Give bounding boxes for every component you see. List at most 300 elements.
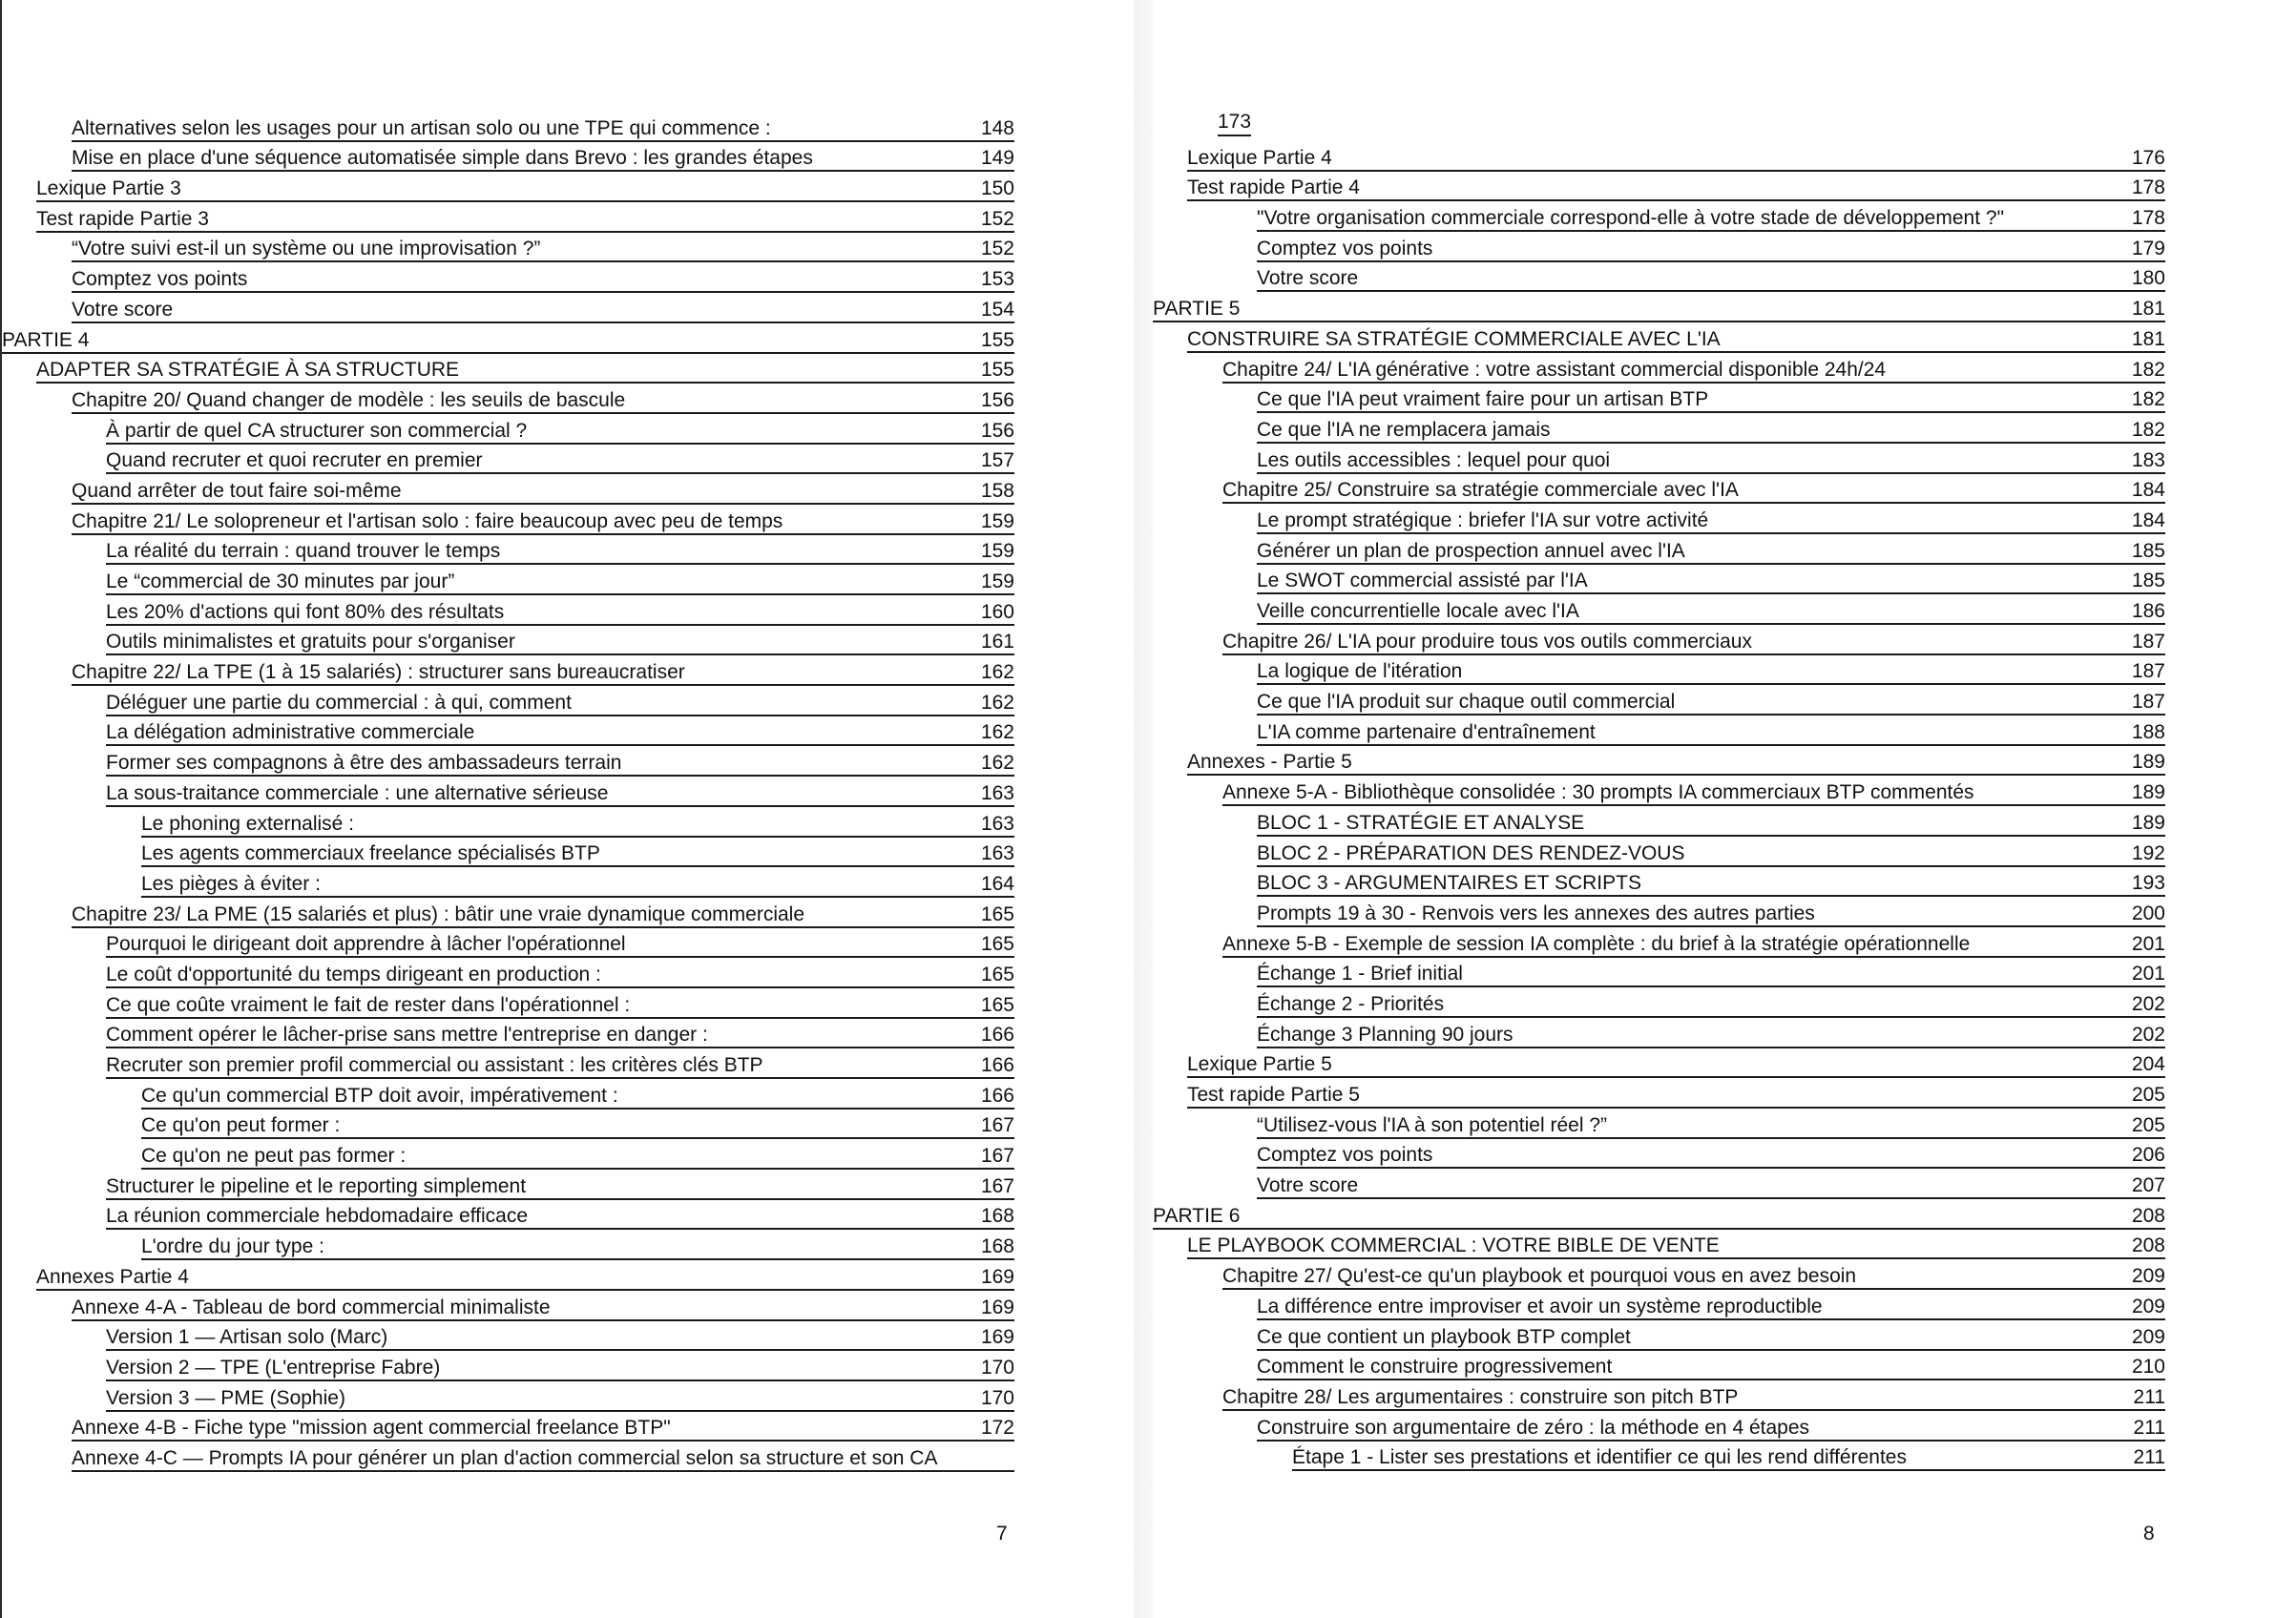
toc-entry-page-number: 156 [980,388,1014,411]
toc-entry-underline [1257,1379,2165,1380]
toc-entry[interactable] [2,657,1014,688]
toc-entry-title: Ce que l'IA produit sur chaque outil commercial [1257,691,1676,714]
toc-entry[interactable] [2,1414,1014,1444]
toc-entry[interactable] [1153,808,2165,839]
toc-entry-underline [36,1289,1014,1291]
toc-entry-title: Lexique Partie 3 [36,177,181,200]
toc-entry-underline [1257,1137,2165,1139]
toc-entry-title: Quand arrêter de tout faire soi-même [72,479,402,502]
toc-entry-page-number: 201 [2131,963,2165,985]
toc-entry[interactable] [1153,960,2165,990]
toc-entry-underline [1187,1076,2165,1078]
toc-entry[interactable] [1153,324,2165,355]
toc-entry-page-number: 187 [2131,660,2165,683]
toc-entry[interactable] [1153,415,2165,446]
toc-entry[interactable] [2,114,1014,144]
toc-entry-underline [72,291,1014,293]
toc-entry-underline [141,1137,1014,1139]
toc-entry-title: La logique de l'itération [1257,660,1463,683]
toc-entry-underline [1222,804,2165,806]
toc-entry[interactable] [2,144,1014,175]
toc-entry[interactable] [1153,1261,2165,1292]
toc-entry[interactable] [1153,1382,2165,1413]
toc-entry-page-number: 189 [2131,811,2165,834]
toc-entry-underline [1257,714,2165,716]
toc-entry-underline [1257,532,2165,534]
toc-entry[interactable] [1153,989,2165,1020]
toc-entry[interactable] [2,1141,1014,1172]
toc-entry-underline [1187,199,2165,201]
toc-entry-title: CONSTRUIRE SA STRATÉGIE COMMERCIALE AVEC L'IA [1187,327,1721,350]
toc-entry[interactable] [1153,1292,2165,1322]
toc-entry-underline [1257,744,2165,746]
toc-entry-underline [106,593,1014,595]
toc-entry-title: À partir de quel CA structurer son commercial ? [106,419,528,442]
toc-entry[interactable] [2,1202,1014,1233]
toc-entry-page-number: 157 [980,449,1014,472]
toc-entry-page-number: 159 [980,509,1014,532]
toc-entry-underline [1257,895,2165,897]
toc-entry-page-number: 152 [980,207,1014,230]
toc-entry-page-number: 150 [980,177,1014,200]
toc-entry[interactable] [2,385,1014,416]
toc-entry-title: Le coût d'opportunité du temps dirigeant en production : [106,963,601,985]
toc-entry-title: Déléguer une partie du commercial : à qui, comment [106,691,572,714]
toc-entry-underline [106,1077,1014,1079]
toc-entry-page-number: 210 [2131,1356,2165,1379]
toc-entry-title: Annexes - Partie 5 [1187,751,1352,774]
toc-entry-underline [72,1319,1014,1321]
toc-entry[interactable] [2,1111,1014,1142]
toc-entry[interactable] [2,1383,1014,1414]
toc-entry[interactable] [1153,748,2165,778]
toc-entry-page-number: 189 [2131,751,2165,774]
toc-entry-title: Pourquoi le dirigeant doit apprendre à lâcher l'opérationnel [106,933,626,956]
toc-entry[interactable] [2,356,1014,386]
toc-entry-underline [106,1410,1014,1412]
toc-entry[interactable] [1153,536,2165,567]
toc-entry-page-number: 185 [2131,570,2165,592]
toc-entry-page-number: 206 [2131,1144,2165,1167]
toc-entry-page-number: 182 [2131,358,2165,381]
page-number: 7 [996,1523,1008,1545]
toc-entry[interactable] [2,507,1014,537]
toc-entry-title: Construire son argumentaire de zéro : la méthode en 4 étapes [1257,1416,1810,1439]
toc-entry-page-number: 159 [980,540,1014,563]
toc-entry-underline [1187,774,2165,776]
toc-entry[interactable] [1153,143,2165,174]
toc-entry-title: L'ordre du jour type : [141,1235,324,1258]
toc-entry-title: Ce que contient un playbook BTP complet [1257,1325,1631,1348]
toc-entry-title: Chapitre 21/ Le solopreneur et l'artisan solo : faire beaucoup avec peu de temps [72,509,783,532]
toc-entry[interactable] [2,476,1014,507]
toc-entry[interactable] [2,840,1014,870]
toc-entry-title: Quand recruter et quoi recruter en premier [106,449,483,472]
toc-entry-title: BLOC 3 - ARGUMENTAIRES ET SCRIPTS [1257,872,1641,895]
toc-entry-underline [1257,1047,2165,1048]
toc-entry-underline [1257,865,2165,867]
toc-entry-title: Chapitre 28/ Les argumentaires : construire son pitch BTP [1222,1385,1739,1408]
toc-entry[interactable] [2,778,1014,809]
toc-entry-underline [1257,442,2165,444]
toc-entry-page-number: 178 [2131,207,2165,230]
toc-entry-page-number: 204 [2131,1053,2165,1076]
toc-entry-underline [1153,1228,2165,1230]
toc-entry-title: Les pièges à éviter : [141,872,321,895]
toc-entry[interactable] [2,628,1014,658]
toc-entry-underline [1257,411,2165,413]
toc-entry-page-number: 166 [980,1084,1014,1107]
toc-entry-underline [72,412,1014,414]
toc-entry[interactable] [2,204,1014,235]
toc-entry[interactable] [2,295,1014,325]
toc-entry-title: Chapitre 27/ Qu'est-ce qu'un playbook et pourquoi vous en avez besoin [1222,1265,1857,1288]
toc-entry-title: Votre score [1257,1174,1359,1197]
toc-entry[interactable] [1153,476,2165,507]
toc-entry-underline [1257,925,2165,927]
toc-entry-underline [106,1047,1014,1048]
toc-entry-title: Chapitre 25/ Construire sa stratégie commerciale avec l'IA [1222,479,1739,502]
toc-entry-page-number: 200 [2131,902,2165,924]
toc-entry-underline [72,140,1014,142]
toc-entry-underline [72,684,1014,686]
toc-entry-title: Chapitre 23/ La PME (15 salariés et plus) : bâtir une vraie dynamique commerciale [72,902,805,925]
toc-entry[interactable] [1153,657,2165,688]
toc-entry-title: Structurer le pipeline et le reporting simplement [106,1174,527,1197]
toc-entry[interactable] [1153,355,2165,385]
toc-entry[interactable] [2,1081,1014,1111]
toc-entry-title: Le phoning externalisé : [141,812,354,835]
toc-entry-title: Prompts 19 à 30 - Renvois vers les annexes des autres parties [1257,902,1815,924]
toc-entry-title: Ce que l'IA peut vraiment faire pour un artisan BTP [1257,388,1709,411]
toc-entry-title: Ce que l'IA ne remplacera jamais [1257,418,1551,441]
toc-entry-page-number: 155 [980,359,1014,382]
toc-entry-underline [106,1228,1014,1230]
toc-entry-page-number: 168 [980,1235,1014,1258]
toc-entry-page-number: 162 [980,752,1014,775]
toc-entry-page-number: 152 [980,238,1014,260]
toc-entry-underline [1222,653,2165,655]
toc-entry-title: Annexe 4-C — Prompts IA pour générer un plan d'action commercial selon sa structure et son CA [72,1446,938,1469]
toc-entry-page-number: 185 [2131,539,2165,562]
toc-entry-page-number: 205 [2131,1113,2165,1136]
toc-entry[interactable] [2,1172,1014,1202]
toc-entry-underline [106,472,1014,474]
toc-entry-page-number: 202 [2131,992,2165,1015]
toc-entry-page-number: 182 [2131,418,2165,441]
toc-entry[interactable] [2,597,1014,628]
toc-entry-page-number: 193 [2131,872,2165,895]
toc-entry-underline [106,805,1014,807]
toc-entry[interactable] [1153,385,2165,416]
toc-entry-page-number: 163 [980,812,1014,835]
toc-entry-page-number: 169 [980,1296,1014,1318]
toc-entry[interactable] [1153,1050,2165,1081]
toc-entry[interactable] [2,174,1014,204]
toc-entry-page-number: 155 [980,328,1014,351]
toc-entry-title: Ce que coûte vraiment le fait de rester dans l'opérationnel : [106,993,631,1016]
toc-entry-page-number: 163 [980,842,1014,865]
toc-entry-title: La sous-traitance commerciale : une alternative sérieuse [106,781,609,804]
toc-entry-page-number: 186 [2131,600,2165,622]
toc-entry-title: Votre score [1257,267,1359,290]
toc-entry-page-number: 156 [980,419,1014,442]
toc-entry-underline [36,200,1014,202]
toc-entry-underline [141,836,1014,838]
toc-entry[interactable] [1153,869,2165,900]
toc-entry[interactable] [1153,596,2165,627]
toc-entry[interactable] [2,446,1014,477]
toc-entry-underline [106,1379,1014,1381]
toc-entry-title: Chapitre 26/ L'IA pour produire tous vos outils commerciaux [1222,630,1752,653]
toc-entry-title: Annexe 5-A - Bibliothèque consolidée : 30 prompts IA commerciaux BTP commentés [1222,781,1974,804]
toc-entry[interactable] [1153,627,2165,657]
toc-entry-page-number: 170 [980,1386,1014,1409]
toc-entry-title: BLOC 1 - STRATÉGIE ET ANALYSE [1257,811,1585,834]
toc-entry[interactable] [1153,1232,2165,1262]
page-number: 8 [2143,1523,2155,1545]
toc-entry-title: Ce qu'un commercial BTP doit avoir, impérativement : [141,1084,618,1107]
toc-entry-underline [1222,502,2165,504]
toc-entry-title: Échange 2 - Priorités [1257,992,1445,1015]
toc-entry-title: ADAPTER SA STRATÉGIE À SA STRUCTURE [36,359,460,382]
toc-entry-page-number: 181 [2131,298,2165,321]
toc-entry-underline [1257,1349,2165,1351]
toc-entry-page-number: 158 [980,479,1014,502]
toc-entry-page-number: 211 [2133,1385,2165,1408]
toc-entry-underline [1187,1257,2165,1259]
toc-entry-page-number: 179 [2131,237,2165,259]
toc-entry-underline [1257,1318,2165,1320]
toc-entry[interactable] [1153,839,2165,869]
toc-entry[interactable] [2,960,1014,990]
toc-entry[interactable] [1153,506,2165,536]
toc-entry[interactable] [1153,264,2165,295]
toc-entry-page-number: 160 [980,600,1014,623]
toc-entry-title: Version 2 — TPE (L'entreprise Fabre) [106,1356,441,1379]
toc-entry-title: Échange 3 Planning 90 jours [1257,1023,1513,1046]
toc-entry-underline [1257,835,2165,837]
toc-entry-underline [72,1440,1014,1442]
toc-entry-page-number: 207 [2131,1174,2165,1197]
toc-entry[interactable] [2,1050,1014,1081]
toc-entry[interactable] [2,235,1014,265]
toc-entry-title: Comptez vos points [72,268,248,291]
toc-entry-page-number: 208 [2131,1234,2165,1257]
toc-entry[interactable] [2,1323,1014,1354]
toc-entry[interactable] [1153,1020,2165,1050]
toc-entry-title: Échange 1 - Brief initial [1257,963,1463,985]
toc-entry-underline [1187,351,2165,353]
toc-entry[interactable] [1153,567,2165,597]
toc-entry-underline [1257,563,2165,565]
toc-entry-title: PARTIE 6 [1153,1204,1241,1227]
toc-entry-page-number: 208 [2131,1204,2165,1227]
toc-entry-title: Le prompt stratégique : briefer l'IA sur votre activité [1257,508,1709,531]
toc-entry-underline [1222,1409,2165,1411]
toc-entry-page-number: 209 [2131,1265,2165,1288]
toc-entry-page-number: 211 [2133,1416,2165,1439]
toc-entry-page-number: 162 [980,661,1014,684]
toc-entry-page-number: 172 [980,1417,1014,1440]
toc-entry-title: Test rapide Partie 5 [1187,1084,1360,1106]
toc-entry[interactable] [1153,687,2165,717]
toc-entry-underline [106,1017,1014,1019]
toc-entry-title: La différence entre improviser et avoir un système reproductible [1257,1295,1823,1317]
toc-entry-underline [2,352,1014,354]
toc-entry-page-number: 209 [2131,1295,2165,1317]
toc-entry[interactable] [2,748,1014,778]
toc-entry[interactable] [1153,1141,2165,1172]
toc-entry[interactable] [1153,778,2165,808]
toc-entry[interactable] [2,1443,1014,1474]
toc-entry[interactable] [2,900,1014,930]
toc-entry-page-number: 163 [980,781,1014,804]
toc-entry[interactable] [1153,446,2165,476]
toc-entry-underline [1257,623,2165,625]
toc-entry-title: Générer un plan de prospection annuel avec l'IA [1257,539,1685,562]
toc-entry-page-number: 165 [980,963,1014,985]
toc-entry-underline [1257,592,2165,594]
toc-entry[interactable] [2,567,1014,597]
toc-entry[interactable] [2,1021,1014,1051]
toc-entry[interactable] [2,1262,1014,1293]
toc-entry-page-number: 168 [980,1205,1014,1228]
toc-entry-title: La réalité du terrain : quand trouver le temps [106,540,501,563]
toc-entry-page-number: 205 [2131,1084,2165,1106]
toc-entry-underline [72,503,1014,505]
toc-entry[interactable] [2,416,1014,446]
toc-entry[interactable] [2,1353,1014,1383]
toc-entry-underline [106,1198,1014,1200]
toc-entry-underline [106,956,1014,958]
toc-list-right [1153,143,2165,1473]
toc-entry[interactable] [1153,717,2165,748]
toc-entry-page-number: 167 [980,1145,1014,1168]
toc-entry[interactable] [1153,203,2165,234]
toc-entry[interactable] [1153,1201,2165,1232]
toc-entry-title: Test rapide Partie 3 [36,207,209,230]
toc-entry-page-number: 164 [980,872,1014,895]
toc-entry-title: Annexe 4-A - Tableau de bord commercial minimaliste [72,1296,551,1318]
toc-entry-title: Mise en place d'une séquence automatisée simple dans Brevo : les grandes étapes [72,147,813,170]
toc-entry-title: Comptez vos points [1257,1144,1433,1167]
toc-entry-title: Les outils accessibles : lequel pour quoi [1257,448,1611,471]
toc-entry-title: Ce qu'on peut former : [141,1114,341,1137]
toc-entry-underline [72,926,1014,928]
toc-entry[interactable] [1153,1322,2165,1353]
toc-entry-title: Lexique Partie 4 [1187,146,1332,169]
toc-entry-underline [1187,170,2165,172]
toc-entry[interactable] [2,718,1014,749]
toc-entry[interactable] [2,869,1014,900]
toc-entry[interactable] [1153,899,2165,929]
toc-entry-underline [106,715,1014,716]
toc-entry-title: Chapitre 20/ Quand changer de modèle : les seuils de bascule [72,388,626,411]
toc-entry-underline [1257,1016,2165,1018]
toc-entry[interactable] [2,688,1014,718]
toc-entry[interactable] [1153,1110,2165,1141]
toc-entry-underline [36,231,1014,233]
toc-entry[interactable] [2,1293,1014,1323]
toc-entry[interactable] [2,1232,1014,1262]
toc-entry[interactable] [1153,1080,2165,1110]
toc-entry[interactable] [1153,1413,2165,1443]
toc-entry[interactable] [1153,1171,2165,1201]
toc-entry[interactable] [1153,929,2165,960]
toc-entry-page-number: 187 [2131,630,2165,653]
toc-entry[interactable] [1153,234,2165,264]
toc-entry[interactable] [1153,174,2165,204]
toc-entry-title: Ce qu'on ne peut pas former : [141,1145,407,1168]
toc-entry-page-number: 183 [2131,448,2165,471]
toc-entry[interactable] [2,990,1014,1021]
toc-entry-title: Votre score [72,298,174,321]
toc-entry-underline [72,170,1014,172]
toc-entry-page-number: 149 [980,147,1014,170]
toc-entry-underline [1257,1197,2165,1199]
toc-entry-page-number: 182 [2131,388,2165,411]
toc-entry-underline [106,443,1014,445]
toc-entry-page-number: 166 [980,1054,1014,1076]
toc-entry[interactable] [2,537,1014,568]
toc-entry-page-number: 162 [980,721,1014,744]
toc-entry-title: Former ses compagnons à être des ambassadeurs terrain [106,752,622,775]
toc-entry-underline [72,533,1014,535]
toc-entry-title: Recruter son premier profil commercial ou assistant : les critères clés BTP [106,1054,763,1076]
toc-entry-page-number: 165 [980,993,1014,1016]
toc-entry[interactable] [1153,1353,2165,1383]
toc-entry-title: L'IA comme partenaire d'entraînement [1257,720,1596,743]
toc-entry-underline [1257,683,2165,685]
toc-entry-page-number: 159 [980,570,1014,592]
toc-entry[interactable] [2,930,1014,961]
toc-entry-underline [106,624,1014,626]
toc-entry-title: PARTIE 4 [2,328,90,351]
toc-entry-underline [106,986,1014,988]
toc-entry-page-number: 169 [980,1326,1014,1349]
toc-entry-title: “Votre suivi est-il un système ou une improvisation ?” [72,238,541,260]
toc-entry-page-number: 178 [2131,176,2165,199]
toc-entry[interactable] [1153,1443,2165,1474]
toc-entry-page-number: 211 [2133,1446,2165,1469]
toc-entry[interactable] [1153,294,2165,324]
toc-entry-title: "Votre organisation commerciale correspond-elle à votre stade de développement ?" [1257,207,2005,230]
toc-entry-underline [1257,290,2165,292]
toc-entry-underline [1257,472,2165,474]
toc-entry-page-number: 170 [980,1356,1014,1379]
toc-list-left [2,114,1014,1474]
toc-entry-underline [141,896,1014,898]
toc-entry-title: Annexes Partie 4 [36,1265,189,1288]
toc-entry-page-number: 165 [980,902,1014,925]
toc-entry-title: Version 3 — PME (Sophie) [106,1386,345,1409]
toc-entry[interactable] [2,264,1014,295]
toc-entry-underline [36,382,1014,384]
toc-entry-page-number: 180 [2131,267,2165,290]
toc-entry-title: Le “commercial de 30 minutes par jour” [106,570,455,592]
toc-entry-title: Annexe 4-B - Fiche type "mission agent commercial freelance BTP" [72,1417,671,1440]
toc-entry-page-number: 153 [980,268,1014,291]
toc-entry-title: Alternatives selon les usages pour un artisan solo ou une TPE qui commence : [72,116,771,139]
toc-continued-page-number[interactable]: 173 [1218,111,1251,136]
toc-entry-title: “Utilisez-vous l'IA à son potentiel réel ?” [1257,1113,1608,1136]
toc-entry-title: La délégation administrative commerciale [106,721,475,744]
toc-entry[interactable] [2,325,1014,356]
toc-entry-underline [106,775,1014,777]
toc-entry-title: BLOC 2 - PRÉPARATION DES RENDEZ-VOUS [1257,841,1685,864]
toc-entry[interactable] [2,809,1014,840]
